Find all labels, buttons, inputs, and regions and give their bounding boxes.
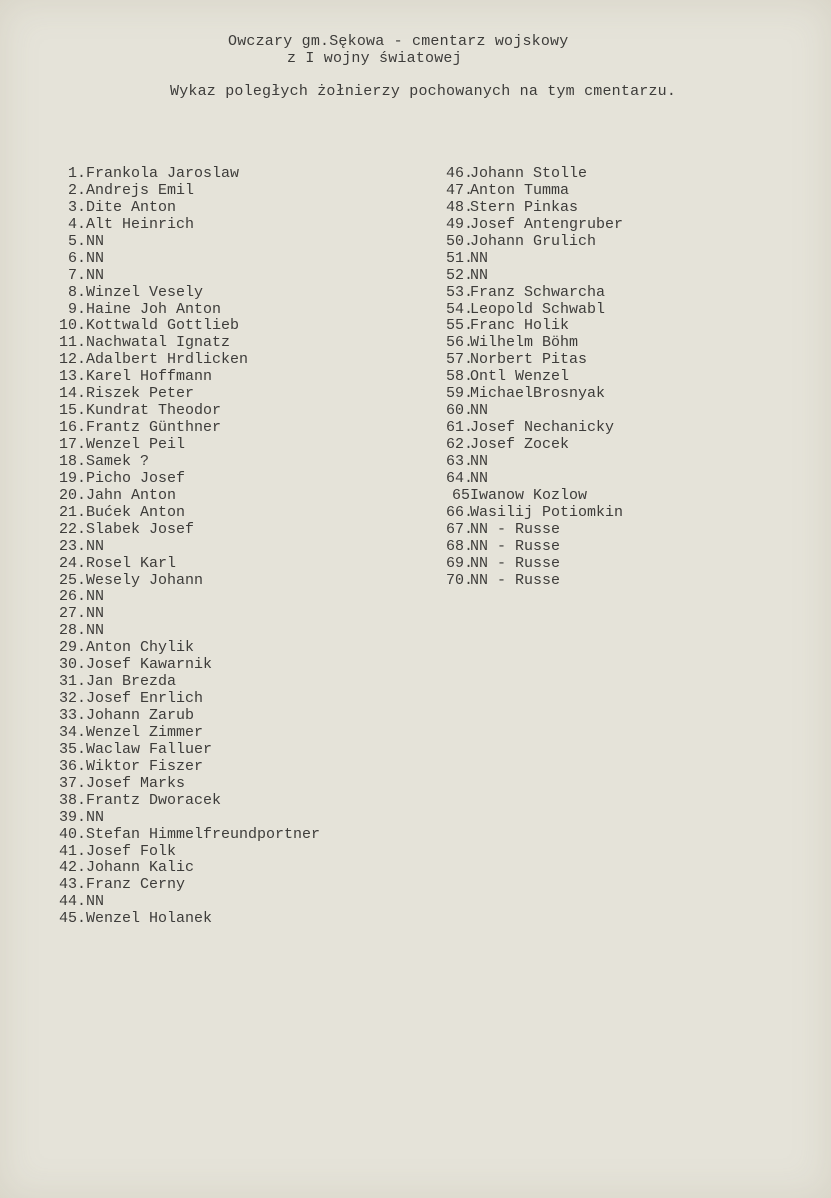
- soldier-name: Wenzel Holanek: [86, 910, 213, 928]
- list-item: [54, 217, 320, 234]
- entry-number: 44.: [58, 893, 86, 911]
- list-item: [54, 556, 320, 573]
- list-item: [446, 573, 623, 590]
- soldier-name: NN - Russe: [470, 520, 561, 538]
- soldier-name: Kundrat Theodor: [86, 402, 222, 420]
- soldier-name: Franc Holik: [470, 317, 570, 335]
- title-line-1: Owczary gm.Sękowa - cmentarz wojskowy: [228, 33, 569, 50]
- list-item: [54, 793, 320, 810]
- soldier-name: NN - Russe: [470, 554, 561, 572]
- list-item: [446, 251, 623, 268]
- entry-number: 32.: [58, 690, 86, 708]
- soldier-name: NN: [86, 588, 105, 606]
- list-item: [446, 556, 623, 573]
- soldier-name: Anton Chylik: [86, 639, 195, 657]
- entry-number: 41.: [58, 842, 86, 860]
- soldier-name: Frankola Jaroslaw: [86, 165, 240, 182]
- list-item: [54, 268, 320, 285]
- list-item: [54, 420, 320, 437]
- soldier-name: Waclaw Falluer: [86, 740, 213, 758]
- list-item: [54, 573, 320, 590]
- list-item: [54, 335, 320, 352]
- entry-number: 38.: [58, 791, 86, 809]
- soldier-name: Frantz Günthner: [86, 419, 222, 437]
- list-item: [446, 166, 623, 183]
- soldier-name: Kottwald Gottlieb: [86, 317, 240, 335]
- soldier-name: NN - Russe: [470, 537, 561, 555]
- entry-number: 33.: [58, 707, 86, 724]
- entry-number: 61.: [446, 419, 474, 437]
- entry-number: 46.: [446, 165, 474, 182]
- soldier-name: MichaelBrosnyak: [470, 385, 606, 403]
- soldier-name: Josef Antengruber: [470, 215, 624, 233]
- list-item: [446, 369, 623, 386]
- list-item: [54, 640, 320, 657]
- entry-number: 24.: [58, 554, 86, 572]
- list-item: [446, 505, 623, 522]
- entry-number: 21.: [58, 503, 86, 521]
- list-item: [54, 234, 320, 251]
- entry-number: 62.: [446, 436, 474, 453]
- list-item: [446, 183, 623, 200]
- soldier-name: Riszek Peter: [86, 385, 195, 403]
- soldier-name: Johann Grulich: [470, 232, 597, 250]
- entry-number: 54.: [446, 300, 474, 318]
- list-item: [54, 166, 320, 183]
- list-item: [54, 708, 320, 725]
- list-item: [54, 911, 320, 928]
- entry-number: 50.: [446, 232, 474, 250]
- entry-number: 37.: [58, 774, 86, 792]
- entry-number: 10.: [58, 317, 86, 335]
- entry-number: 16.: [58, 419, 86, 437]
- soldier-name: Wilhelm Böhm: [470, 334, 579, 352]
- entry-number: 1.: [67, 165, 86, 182]
- soldier-name: Adalbert Hrdlicken: [86, 351, 249, 369]
- entry-number: 14.: [58, 385, 86, 403]
- soldier-name: Johann Stolle: [470, 165, 588, 182]
- entry-number: 25.: [58, 571, 86, 589]
- list-item: [446, 539, 623, 556]
- list-item: [54, 369, 320, 386]
- soldier-name: Rosel Karl: [86, 554, 177, 572]
- entry-number: 26.: [58, 588, 86, 606]
- entry-number: 4.: [67, 215, 86, 233]
- entry-number: 31.: [58, 673, 86, 691]
- list-item: [54, 285, 320, 302]
- entry-number: 47.: [446, 181, 474, 199]
- soldier-name: Ontl Wenzel: [470, 368, 570, 386]
- soldier-list-right: [446, 166, 623, 589]
- soldier-name: Jahn Anton: [86, 486, 177, 504]
- entry-number: 70.: [446, 571, 474, 589]
- list-item: [446, 217, 623, 234]
- entry-number: 7.: [67, 266, 86, 284]
- soldier-name: Wesely Johann: [86, 571, 204, 589]
- entry-number: 8.: [67, 283, 86, 301]
- list-item: [446, 488, 623, 505]
- soldier-name: Samek ?: [86, 452, 150, 470]
- entry-number: 9.: [67, 300, 86, 318]
- entry-number: 15.: [58, 402, 86, 420]
- entry-number: 30.: [58, 656, 86, 674]
- entry-number: 34.: [58, 723, 86, 741]
- list-item: [446, 420, 623, 437]
- soldier-name: NN: [470, 452, 489, 470]
- entry-number: 18.: [58, 452, 86, 470]
- soldier-name: NN: [470, 469, 489, 487]
- entry-number: 2.: [67, 181, 86, 199]
- soldier-name: Josef Kawarnik: [86, 656, 213, 674]
- subtitle: Wykaz poległych żołnierzy pochowanych na tym cmentarzu.: [170, 83, 677, 100]
- entry-number: 19.: [58, 469, 86, 487]
- list-item: [54, 691, 320, 708]
- soldier-name: Karel Hoffmann: [86, 368, 213, 386]
- list-item: [54, 488, 320, 505]
- list-item: [54, 894, 320, 911]
- list-item: [54, 742, 320, 759]
- entry-number: 58.: [446, 368, 474, 386]
- list-item: [54, 877, 320, 894]
- list-item: [54, 454, 320, 471]
- list-item: [54, 318, 320, 335]
- soldier-name: Johann Kalic: [86, 859, 195, 877]
- entry-number: 29.: [58, 639, 86, 657]
- entry-number: 57.: [446, 351, 474, 369]
- list-item: [446, 386, 623, 403]
- list-item: [446, 200, 623, 217]
- entry-number: 12.: [58, 351, 86, 369]
- entry-number: 68.: [446, 537, 474, 555]
- entry-number: 51.: [446, 249, 474, 267]
- soldier-name: Picho Josef: [86, 469, 186, 487]
- entry-number: 60.: [446, 402, 474, 420]
- soldier-name: NN: [470, 249, 489, 267]
- soldier-name: Jan Brezda: [86, 673, 177, 691]
- soldier-name: Josef Marks: [86, 774, 186, 792]
- entry-number: 22.: [58, 520, 86, 538]
- entry-number: 11.: [58, 334, 86, 352]
- list-item: [54, 539, 320, 556]
- entry-number: 53.: [446, 283, 474, 301]
- soldier-name: NN: [470, 402, 489, 420]
- soldier-name: Stefan Himmelfreundportner: [86, 825, 321, 843]
- list-item: [54, 827, 320, 844]
- entry-number: 64.: [446, 469, 474, 487]
- list-item: [54, 776, 320, 793]
- entry-number: 45.: [58, 910, 86, 928]
- list-item: [54, 386, 320, 403]
- soldier-name: Haine Joh Anton: [86, 300, 222, 318]
- list-item: [54, 251, 320, 268]
- soldier-name: NN: [86, 893, 105, 911]
- soldier-name: NN: [86, 605, 105, 623]
- entry-number: 35.: [58, 740, 86, 758]
- entry-number: 43.: [58, 876, 86, 894]
- entry-number: 55.: [446, 317, 474, 335]
- soldier-name: Alt Heinrich: [86, 215, 195, 233]
- list-item: [54, 183, 320, 200]
- list-item: [54, 844, 320, 861]
- soldier-name: Wasilij Potiomkin: [470, 503, 624, 521]
- list-item: [54, 759, 320, 776]
- soldier-name: Norbert Pitas: [470, 351, 588, 369]
- list-item: [54, 200, 320, 217]
- entry-number: 65: [451, 486, 470, 504]
- soldier-name: NN: [86, 232, 105, 250]
- soldier-name: Slabek Josef: [86, 520, 195, 538]
- soldier-name: Anton Tumma: [470, 181, 570, 199]
- entry-number: 66.: [446, 503, 474, 521]
- list-item: [446, 437, 623, 454]
- soldier-name: Wenzel Zimmer: [86, 723, 204, 741]
- soldier-name: Franz Schwarcha: [470, 283, 606, 301]
- soldier-name: Josef Zocek: [470, 436, 570, 453]
- soldier-name: NN: [86, 266, 105, 284]
- list-item: [446, 302, 623, 319]
- list-item: [54, 302, 320, 319]
- entry-number: 6.: [67, 249, 86, 267]
- soldier-name: NN: [86, 808, 105, 826]
- soldier-name: Winzel Vesely: [86, 283, 204, 301]
- entry-number: 39.: [58, 808, 86, 826]
- soldier-name: NN: [86, 249, 105, 267]
- list-item: [54, 810, 320, 827]
- entry-number: 63.: [446, 452, 474, 470]
- soldier-name: Josef Nechanicky: [470, 419, 615, 437]
- soldier-name: Wiktor Fiszer: [86, 757, 204, 775]
- entry-number: 48.: [446, 198, 474, 216]
- soldier-name: Frantz Dworacek: [86, 791, 222, 809]
- list-item: [446, 335, 623, 352]
- entry-number: 69.: [446, 554, 474, 572]
- list-item: [54, 606, 320, 623]
- soldier-name: Iwanow Kozlow: [470, 486, 588, 504]
- list-item: [446, 522, 623, 539]
- title-line-2: z I wojny światowej: [287, 50, 462, 67]
- soldier-name: Josef Enrlich: [86, 690, 204, 708]
- entry-number: 3.: [67, 198, 86, 216]
- list-item: [54, 674, 320, 691]
- entry-number: 28.: [58, 622, 86, 640]
- soldier-name: Leopold Schwabl: [470, 300, 606, 318]
- soldier-name: Dite Anton: [86, 198, 177, 216]
- list-item: [54, 505, 320, 522]
- soldier-name: Franz Cerny: [86, 876, 186, 894]
- list-item: [54, 860, 320, 877]
- entry-number: 52.: [446, 266, 474, 284]
- entry-number: 59.: [446, 385, 474, 403]
- list-item: [54, 437, 320, 454]
- entry-number: 13.: [58, 368, 86, 386]
- list-item: [446, 471, 623, 488]
- entry-number: 5.: [67, 232, 86, 250]
- entry-number: 27.: [58, 605, 86, 623]
- entry-number: 40.: [58, 825, 86, 843]
- entry-number: 42.: [58, 859, 86, 877]
- entry-number: 56.: [446, 334, 474, 352]
- list-item: [54, 522, 320, 539]
- list-item: [446, 454, 623, 471]
- soldier-name: Nachwatal Ignatz: [86, 334, 231, 352]
- soldier-name: Johann Zarub: [86, 707, 195, 724]
- entry-number: 17.: [58, 436, 86, 453]
- list-item: [446, 403, 623, 420]
- soldier-name: Bućek Anton: [86, 503, 186, 521]
- list-item: [54, 589, 320, 606]
- list-item: [446, 268, 623, 285]
- entry-number: 36.: [58, 757, 86, 775]
- list-item: [54, 403, 320, 420]
- list-item: [54, 352, 320, 369]
- soldier-name: NN: [86, 537, 105, 555]
- soldier-name: NN: [86, 622, 105, 640]
- soldier-name: Josef Folk: [86, 842, 177, 860]
- list-item: [54, 725, 320, 742]
- soldier-name: Wenzel Peil: [86, 436, 186, 453]
- list-item: [54, 623, 320, 640]
- soldier-name: Stern Pinkas: [470, 198, 579, 216]
- entry-number: 23.: [58, 537, 86, 555]
- entry-number: 49.: [446, 215, 474, 233]
- soldier-name: Andrejs Emil: [86, 181, 195, 199]
- list-item: [446, 285, 623, 302]
- list-item: [54, 657, 320, 674]
- entry-number: 67.: [446, 520, 474, 538]
- entry-number: 20.: [58, 486, 86, 504]
- list-item: [446, 352, 623, 369]
- list-item: [54, 471, 320, 488]
- soldier-name: NN - Russe: [470, 571, 561, 589]
- list-item: [446, 318, 623, 335]
- soldier-name: NN: [470, 266, 489, 284]
- soldier-list-left: [54, 166, 320, 928]
- list-item: [446, 234, 623, 251]
